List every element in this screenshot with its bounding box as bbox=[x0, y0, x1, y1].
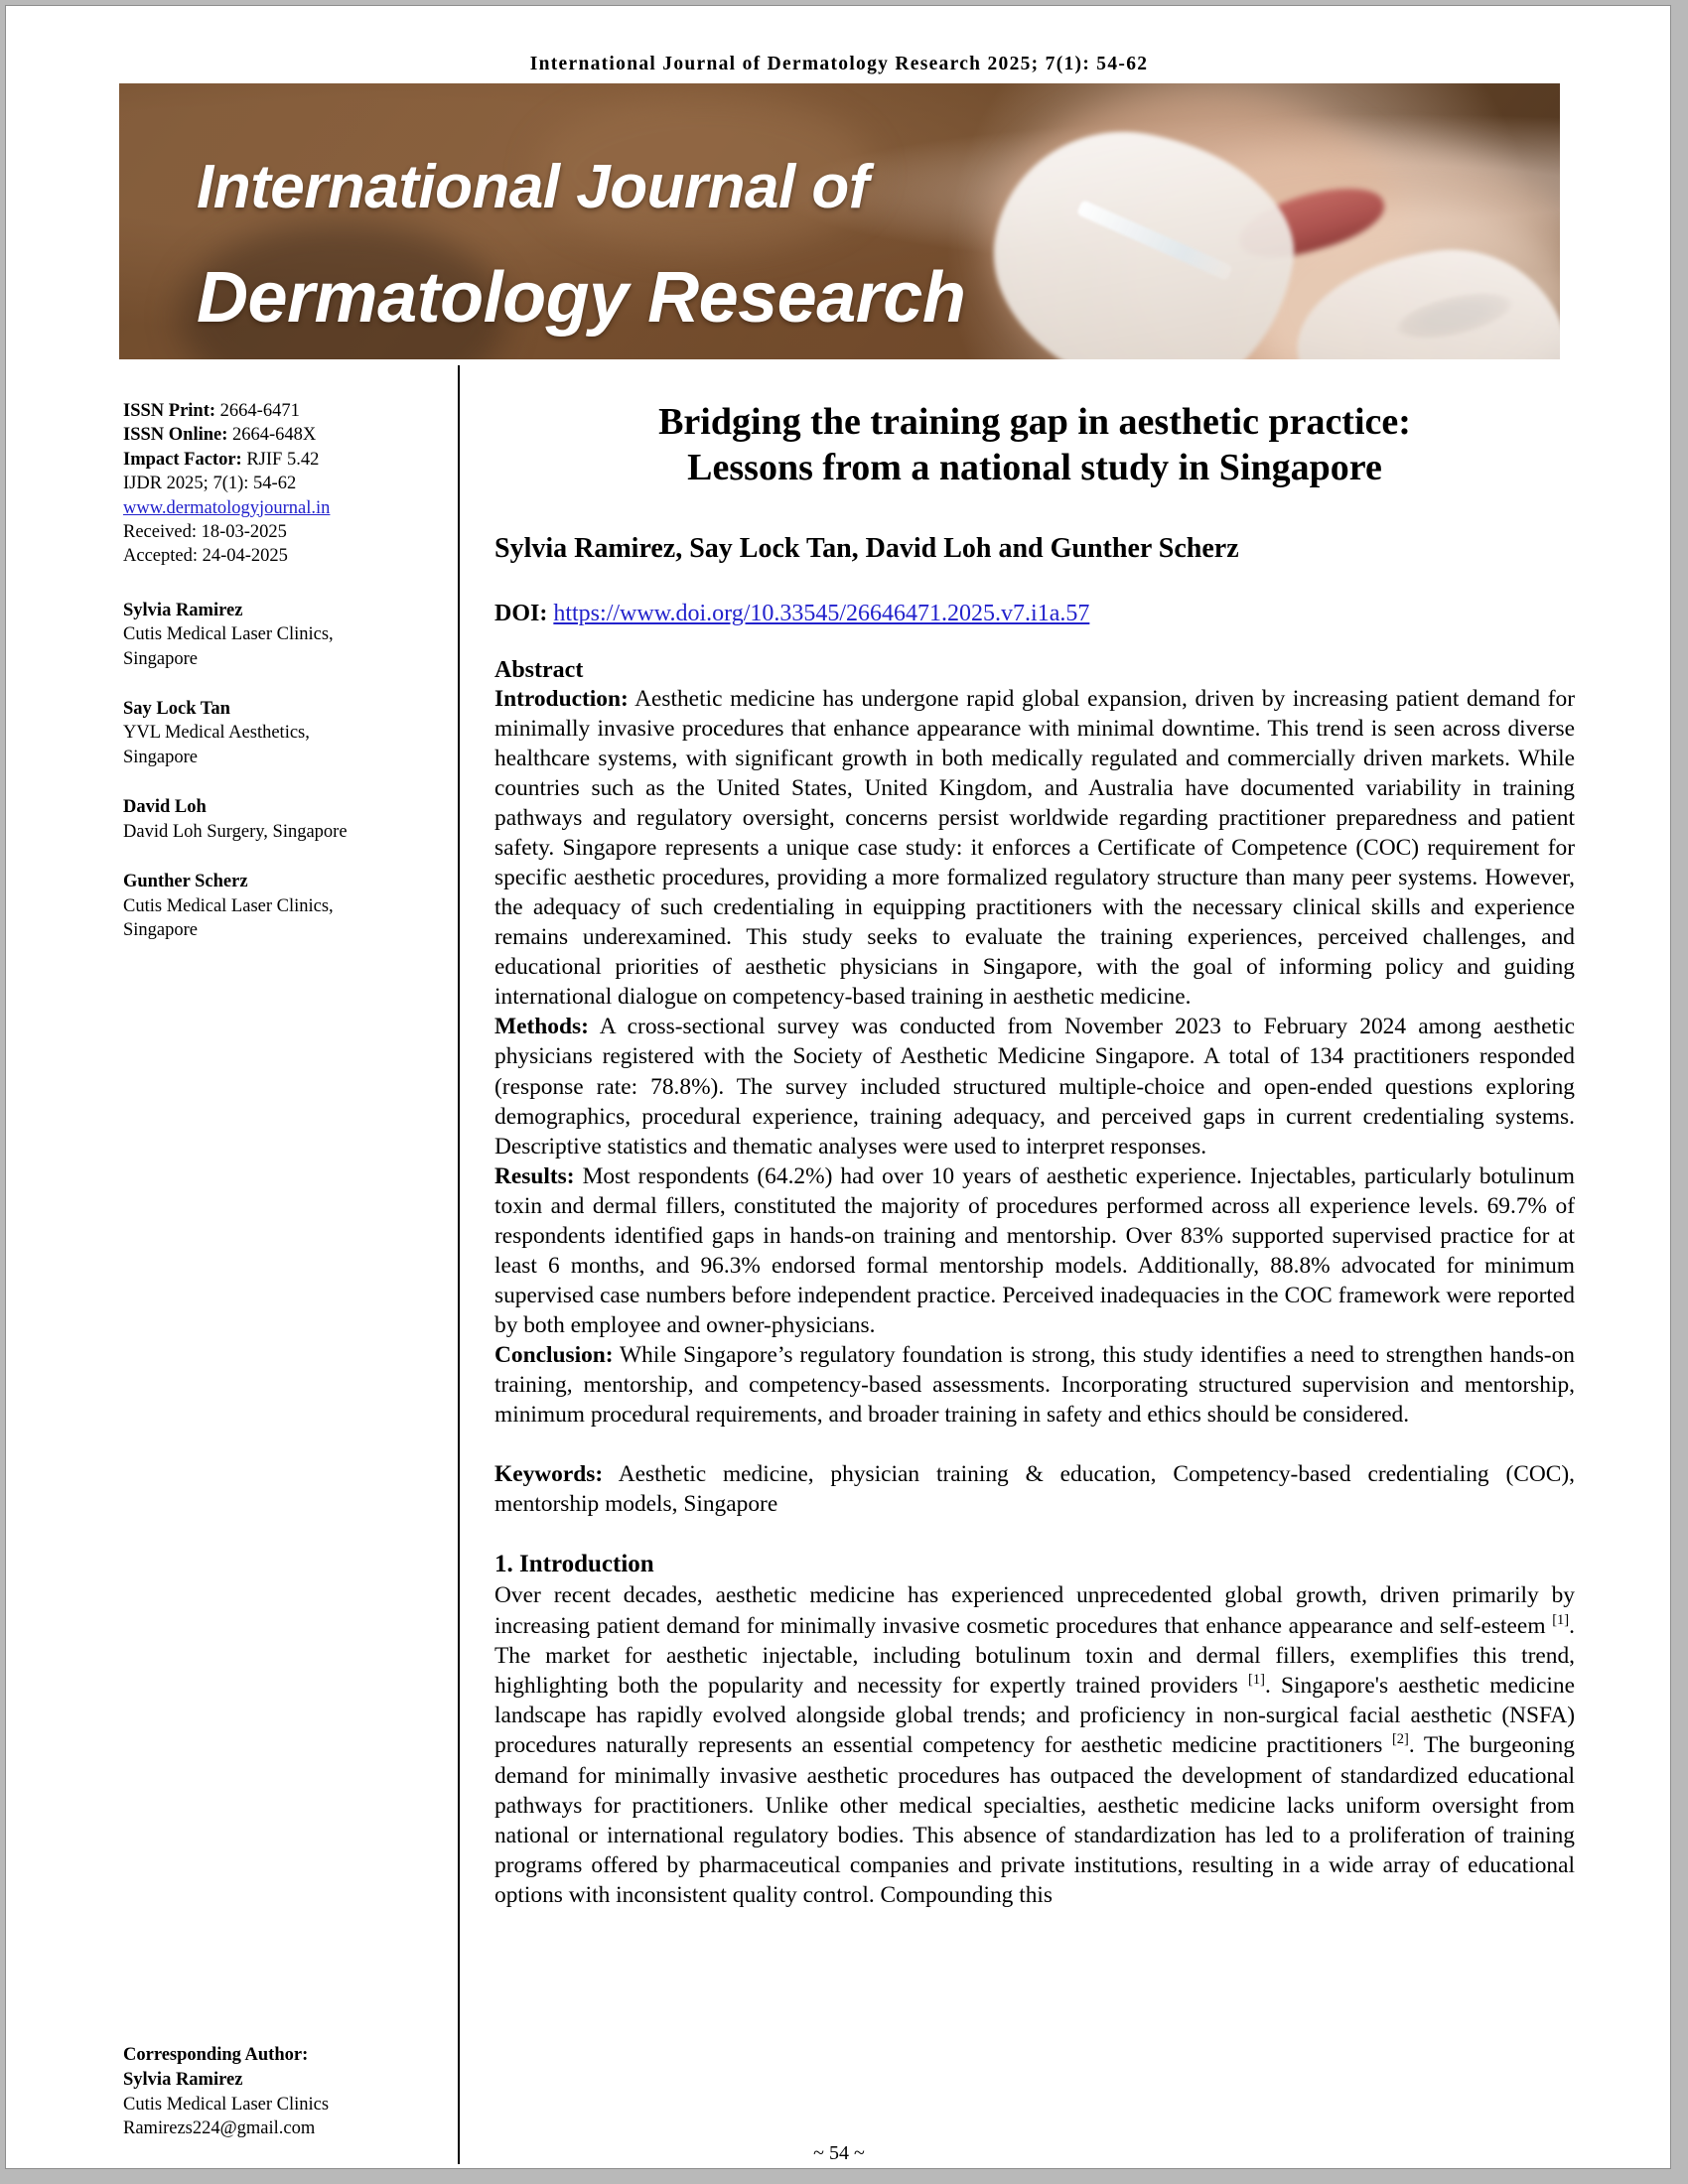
article-title-line2: Lessons from a national study in Singapore bbox=[687, 447, 1382, 489]
volume-citation: IJDR 2025; 7(1): 54-62 bbox=[123, 474, 297, 494]
doi-label: DOI: bbox=[494, 600, 548, 626]
affiliation-author-name: David Loh bbox=[123, 797, 207, 818]
page-title bbox=[494, 399, 1575, 491]
issn-print-label: ISSN Print: bbox=[123, 401, 216, 421]
abstract-results-text: Most respondents (64.2%) had over 10 years of aesthetic experience. Injectables, particularly botulinum toxin and dermal fillers, constituted the majority of procedures performed across all experience levels. 69.7% of respondents identified gaps in hands-on training and mentorship. Over 83% supported supervised practice for at least 6 months, and 96.3% endorsed formal mentorship models. Additionally, 88.8% advocated for minimum supervised case numbers before independent practice. Perceived inadequacies in the COC framework were reported by both employee and owner-physicians. bbox=[494, 1162, 1575, 1339]
issn-online-label: ISSN Online: bbox=[123, 425, 228, 446]
issn-print-row bbox=[123, 399, 441, 423]
journal-website-link[interactable]: www.dermatologyjournal.in bbox=[123, 497, 331, 518]
masthead-title-line1: International Journal of bbox=[197, 152, 869, 221]
introduction-text-run-4: . Singapore's aesthetic medicine landscape has rapidly evolved alongside global trends; and proficiency in non-surgical facial aesthetic (NSFA) procedures naturally represents an essential competency for aesthetic medicine practitioners bbox=[494, 1672, 1575, 1759]
corresponding-author-block bbox=[123, 2043, 441, 2141]
article-authors: Sylvia Ramirez, Say Lock Tan, David Loh and Gunther Scherz bbox=[494, 532, 1239, 564]
affiliation-block-1 bbox=[123, 599, 441, 671]
journal-website-link-row bbox=[123, 496, 441, 520]
introduction-text-run-0: Over recent decades, aesthetic medicine has experienced unprecedented global growth, driven primarily by increasing patient demand for minimally invasive cosmetic procedures that enhance appearance and self-esteem bbox=[494, 1582, 1575, 1639]
affiliation-author-name: Gunther Scherz bbox=[123, 872, 248, 892]
abstract-methods-text: A cross-sectional survey was conducted from November 2023 to February 2024 among aesthetic physicians registered with the Society of Aesthetic Medicine Singapore. A total of 134 practitioners responded (response rate: 78.8%). The survey included structured multiple-choice and open-ended questions exploring demographics, procedural experience, training adequacy, and perceived gaps in current credentialing systems. Descriptive statistics and thematic analyses were used to interpret responses. bbox=[494, 1014, 1575, 1160]
affiliation-line-2: Singapore bbox=[123, 919, 199, 940]
affiliation-author-name: Say Lock Tan bbox=[123, 699, 230, 720]
affiliation-line-1: YVL Medical Aesthetics, bbox=[123, 723, 310, 744]
affiliation-block-3 bbox=[123, 795, 441, 844]
article-title-line1: Bridging the training gap in aesthetic practice: bbox=[658, 401, 1411, 443]
column-divider bbox=[458, 365, 460, 2164]
keywords-text: Aesthetic medicine, physician training & education, Competency-based credentialing (COC), mentorship models, Singapore bbox=[494, 1461, 1575, 1518]
keywords-label: Keywords: bbox=[494, 1461, 604, 1488]
abstract-introduction-text: Aesthetic medicine has undergone rapid global expansion, driven by increasing patient demand for minimally invasive procedures that enhance appearance with minimal downtime. This trend is seen across diverse healthcare systems, with significant growth in both medically regulated and commercially driven markets. While countries such as the United States, United Kingdom, and Australia have documented variability in training pathways and regulatory oversight, concerns persist worldwide regarding practitioner preparedness and patient safety. Singapore represents a unique case study: it enforces a Certificate of Competence (COC) requirement for specific aesthetic procedures, providing a more formalized regulatory structure than many peer systems. However, the adequacy of such credentialing in equipping practitioners with the necessary clinical skills and experience remains underexamined. This study seeks to evaluate the training experiences, perceived challenges, and educational priorities of aesthetic physicians in Singapore, with the goal of informing policy and guiding international dialogue on competency-based training in aesthetic medicine. bbox=[494, 685, 1575, 1011]
article-page bbox=[5, 5, 1671, 2169]
citation-reference[interactable]: [2] bbox=[1391, 1731, 1409, 1748]
introduction-text-run-6: . The burgeoning demand for minimally invasive aesthetic procedures has outpaced the development of standardized educational pathways for practitioners. Unlike other medical specialties, aesthetic medicine lacks uniform oversight from national or international regulatory bodies. This absence of standardization has led to a proliferation of training programs offered by pharmaceutical companies and private institutions, resulting in a wide array of educational options with inconsistent quality control. Compounding this bbox=[494, 1732, 1576, 1909]
abstract-methods-label: Methods: bbox=[494, 1014, 589, 1040]
accepted-date: Accepted: 24-04-2025 bbox=[123, 546, 288, 567]
affiliation-line-1: Cutis Medical Laser Clinics, bbox=[123, 624, 334, 645]
abstract-body bbox=[494, 684, 1575, 1431]
impact-factor-label: Impact Factor: bbox=[123, 449, 242, 470]
affiliation-line-1: Cutis Medical Laser Clinics, bbox=[123, 895, 334, 916]
citation-reference[interactable]: [1] bbox=[1552, 1611, 1570, 1628]
abstract-results-paragraph bbox=[494, 1161, 1575, 1340]
journal-masthead-banner bbox=[119, 83, 1560, 359]
abstract-conclusion-paragraph bbox=[494, 1340, 1575, 1430]
affiliation-line-1: David Loh Surgery, Singapore bbox=[123, 821, 348, 842]
introduction-text-run-2: . The market for aesthetic injectable, including botulinum toxin and dermal fillers, exemplifies this trend, highlighting both the popularity and necessity for expertly trained providers bbox=[494, 1612, 1575, 1699]
abstract-introduction-label: Introduction: bbox=[494, 685, 629, 712]
masthead-title-line2: Dermatology Research bbox=[197, 257, 966, 338]
corresponding-author-name: Sylvia Ramirez bbox=[123, 2069, 243, 2090]
page-number: ~ 54 ~ bbox=[813, 2142, 865, 2164]
affiliation-line-2: Singapore bbox=[123, 747, 199, 767]
corresponding-author-label: Corresponding Author: bbox=[123, 2045, 309, 2065]
abstract-results-label: Results: bbox=[494, 1162, 575, 1189]
introduction-heading: 1. Introduction bbox=[494, 1551, 654, 1578]
issn-print-value: 2664-6471 bbox=[219, 401, 300, 421]
running-head: International Journal of Dermatology Research 2025; 7(1): 54-62 bbox=[529, 54, 1149, 74]
impact-factor-value: RJIF 5.42 bbox=[246, 449, 320, 470]
affiliation-line-2: Singapore bbox=[123, 648, 199, 669]
abstract-conclusion-text: While Singapore’s regulatory foundation is strong, this study identifies a need to strengthen hands-on training, mentorship, and competency-based assessments. Incorporating structured supervision and mentorship, minimum procedural requirements, and broader training in safety and ethics should be considered. bbox=[494, 1342, 1575, 1429]
affiliation-author-name: Sylvia Ramirez bbox=[123, 600, 243, 620]
affiliation-block-4 bbox=[123, 870, 441, 942]
issn-online-row bbox=[123, 423, 441, 447]
corresponding-author-email[interactable]: Ramirezs224@gmail.com bbox=[123, 2118, 316, 2139]
affiliation-block-2 bbox=[123, 697, 441, 769]
keywords-block bbox=[494, 1459, 1575, 1519]
doi-row bbox=[494, 601, 1575, 627]
doi-link[interactable]: https://www.doi.org/10.33545/26646471.2025.v7.i1a.57 bbox=[553, 600, 1090, 626]
issn-online-value: 2664-648X bbox=[232, 425, 317, 446]
abstract-heading: Abstract bbox=[494, 656, 584, 683]
abstract-introduction-paragraph bbox=[494, 684, 1575, 1013]
impact-factor-row bbox=[123, 448, 441, 472]
journal-metadata-sidebar bbox=[123, 399, 441, 942]
abstract-methods-paragraph bbox=[494, 1012, 1575, 1160]
abstract-conclusion-label: Conclusion: bbox=[494, 1342, 614, 1369]
article-main-column bbox=[494, 399, 1575, 1910]
received-date: Received: 18-03-2025 bbox=[123, 522, 287, 543]
corresponding-author-affiliation: Cutis Medical Laser Clinics bbox=[123, 2094, 330, 2115]
introduction-body bbox=[494, 1580, 1575, 1910]
introduction-paragraph bbox=[494, 1580, 1575, 1910]
citation-reference[interactable]: [1] bbox=[1248, 1672, 1265, 1689]
masthead-title bbox=[197, 121, 965, 359]
